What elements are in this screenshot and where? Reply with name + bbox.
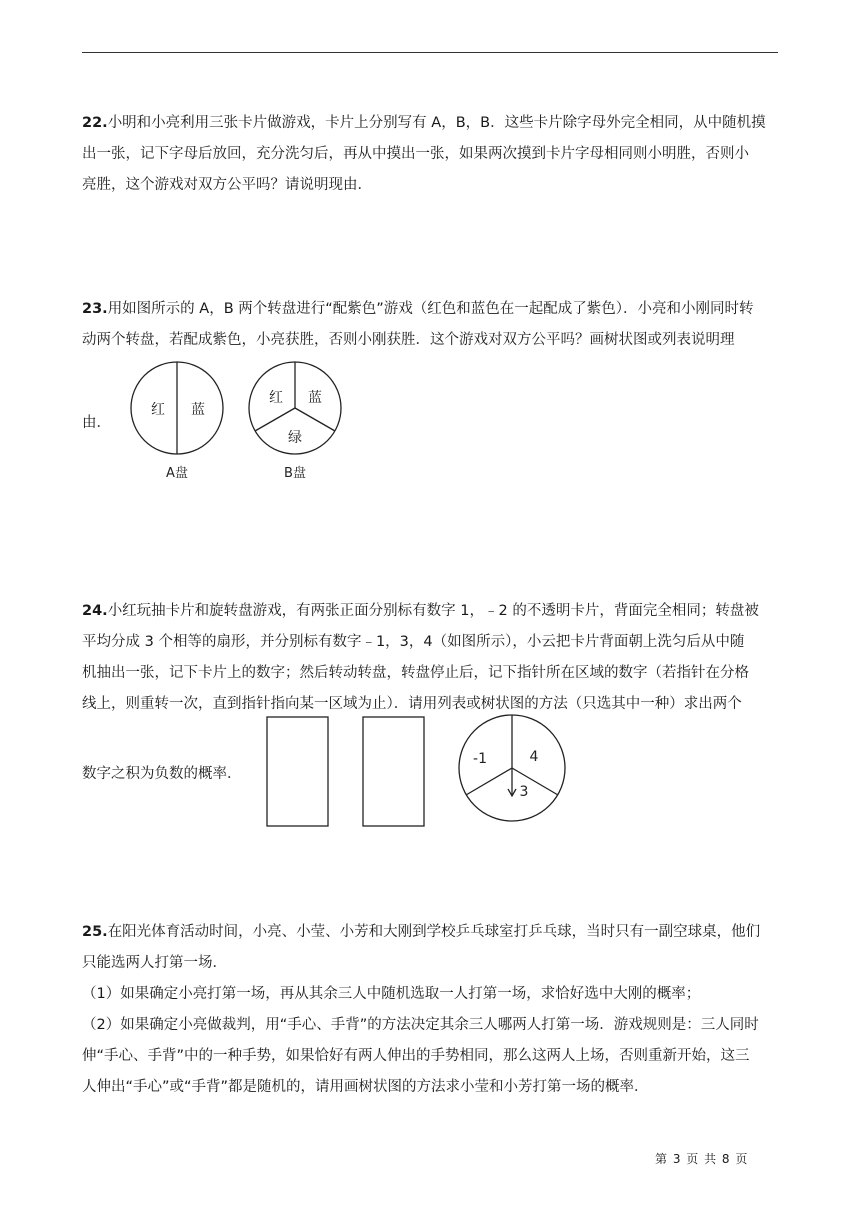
spinner-b-sector-red: 红 (269, 390, 283, 406)
q23-line-1: 23.用如图所示的 A，B 两个转盘进行“配紫色”游戏（红色和蓝色在一起配成了紫色）．小亮和小刚同时转 (82, 301, 754, 317)
spinner-a-sector-blue: 蓝 (191, 402, 205, 418)
q23-line-2: 动两个转盘，若配成紫色，小亮获胜，否则小刚获胜．这个游戏对双方公平吗？画树状图或列表说明理 (82, 332, 735, 348)
pointer-arrow-icon (508, 768, 516, 796)
q25-number: 25. (82, 924, 108, 940)
q22-number: 22. (82, 115, 108, 131)
q24-line-2: 平均分成 3 个相等的扇形，并分别标有数字﹣1，3，4（如图所示），小云把卡片背面朝上洗匀后从中随 (82, 634, 745, 650)
question-23 (82, 294, 782, 356)
spinner-q24-sector-minus1: -1 (473, 751, 487, 767)
spinner-q24-sector-4: 4 (529, 749, 539, 765)
q25-line-1: 25.在阳光体育活动时间，小亮、小莹、小芳和大刚到学校乒乓球室打乒乓球，当时只有一副空球桌，他们 (82, 924, 761, 940)
spinner-a-figure (130, 360, 230, 490)
q22-line-2: 出一张，记下字母后放回，充分洗匀后，再从中摸出一张，如果两次摸到卡片字母相同则小明胜，否则小 (82, 146, 749, 162)
spinner-a-label: A盘 (166, 466, 188, 481)
card-1-back (266, 716, 330, 828)
spinner-b-sector-blue: 蓝 (308, 390, 322, 406)
spinner-b-figure (248, 360, 348, 490)
q25-line-5: 伸“手心、手背”中的一种手势，如果恰好有两人伸出的手势相同，那么这两人上场，否则重新开始，这三 (82, 1048, 750, 1064)
question-22 (82, 108, 782, 201)
q22-line-1: 22.小明和小亮利用三张卡片做游戏，卡片上分别写有 A，B，B．这些卡片除字母外完全相同，从中随机摸 (82, 115, 766, 131)
spinner-b-label: B盘 (284, 466, 306, 481)
question-25 (82, 917, 782, 1103)
q23-tail: 由． (82, 415, 111, 431)
page-footer: 第 3 页 共 8 页 (655, 1152, 749, 1166)
card-2-back (362, 716, 426, 828)
spinner-q24-figure (458, 712, 568, 826)
header-rule (82, 52, 778, 53)
q25-line-6: 人伸出“手心”或“手背”都是随机的，请用画树状图的方法求小莹和小芳打第一场的概率． (82, 1079, 649, 1095)
q24-tail: 数字之积为负数的概率． (82, 766, 242, 782)
spinner-a-sector-red: 红 (151, 402, 165, 418)
spinner-b-sector-green: 绿 (288, 430, 302, 446)
q24-line-4: 线上，则重转一次，直到指针指向某一区域为止）．请用列表或树状图的方法（只选其中一种）求出两个 (82, 696, 742, 712)
q22-line-3: 亮胜，这个游戏对双方公平吗？请说明现由． (82, 177, 372, 193)
q25-line-4: （2）如果确定小亮做裁判，用“手心、手背”的方法决定其余三人哪两人打第一场．游戏规则是：三人同时 (82, 1017, 759, 1033)
q25-line-3: （1）如果确定小亮打第一场，再从其余三人中随机选取一人打第一场，求恰好选中大刚的概率； (82, 986, 701, 1002)
q23-number: 23. (82, 301, 108, 317)
question-24 (82, 596, 782, 720)
q24-line-1: 24.小红玩抽卡片和旋转盘游戏，有两张正面分别标有数字 1，﹣2 的不透明卡片，背面完全相同；转盘被 (82, 603, 759, 619)
spinner-q24-sector-3: 3 (519, 784, 529, 800)
q25-line-2: 只能选两人打第一场． (82, 955, 227, 971)
q24-line-3: 机抽出一张，记下卡片上的数字；然后转动转盘，转盘停止后，记下指针所在区域的数字（若指针在分格 (82, 665, 749, 681)
q24-number: 24. (82, 603, 108, 619)
